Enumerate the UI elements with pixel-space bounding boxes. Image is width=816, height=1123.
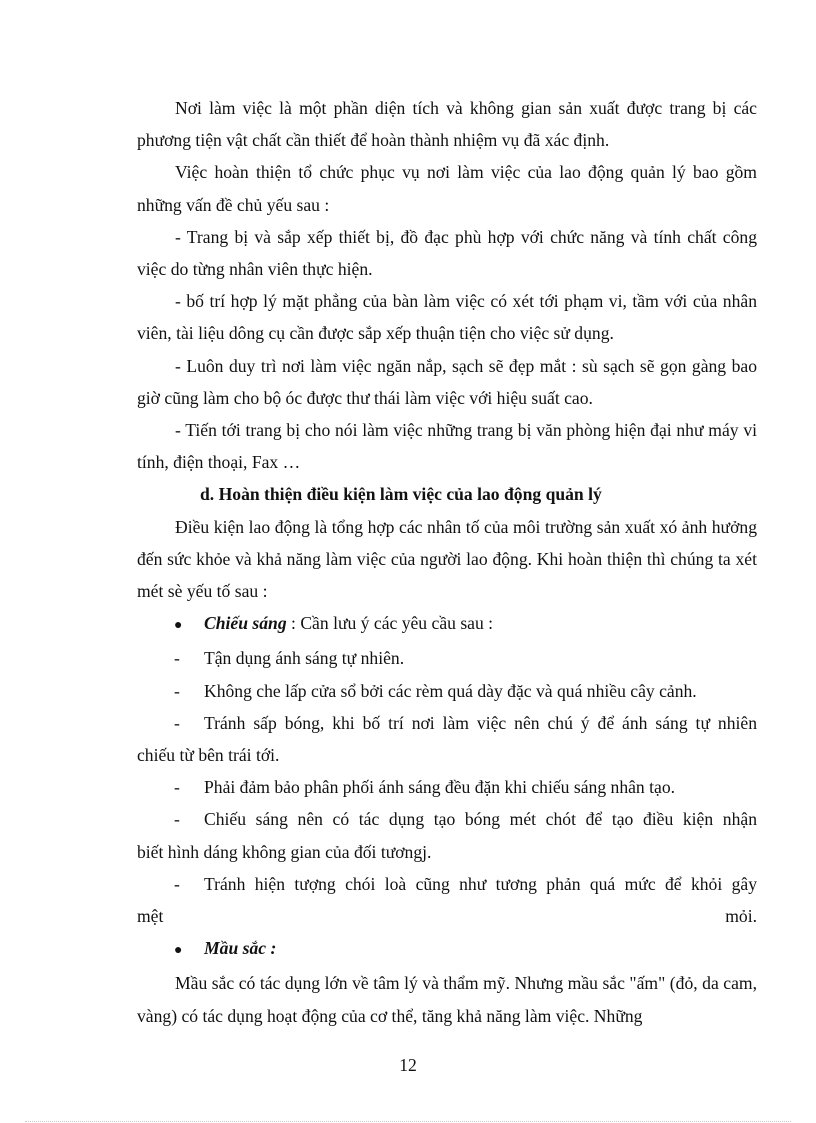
paragraph-desk-layout: - bố trí hợp lý mặt phẳng của bàn làm việc có xét tới phạm vi, tầm với của nhân viên, tài liệu dông cụ cần được sắp xếp thuận tiện cho việc sử dụng. (137, 291, 757, 344)
page-number: 12 (399, 1055, 417, 1075)
lighting-item-shadow-cont: chiếu từ bên trái tới. (137, 745, 280, 766)
glare-cont-word-1: mệt (137, 906, 164, 927)
bullet-dot-icon: ● (174, 943, 183, 959)
bullet-color (137, 932, 757, 967)
dash-mark: - (174, 680, 180, 701)
paragraph-modern-equipment: - Tiến tới trang bị cho nói làm việc những trang bị văn phòng hiện đại như máy vi tính, điện thoại, Fax … (137, 420, 757, 473)
page-body (137, 92, 757, 1032)
paragraph-equipment: - Trang bị và sắp xếp thiết bị, đồ đạc phù hợp với chức năng và tính chất công việc do từng nhân viên thực hiện. (137, 226, 757, 280)
dash-mark: - (174, 873, 180, 894)
lighting-item-text: Phải đảm bảo phân phối ánh sáng đều đặn khi chiếu sáng nhân tạo. (204, 777, 676, 798)
lighting-item-glare-cont (137, 900, 757, 932)
bullet-lighting (137, 607, 757, 642)
lighting-item-artificial (137, 771, 757, 803)
section-heading-d: d. Hoàn thiện điều kiện làm việc của lao động quản lý (200, 484, 602, 505)
dash-mark: - (174, 777, 180, 798)
bullet-term: Chiếu sáng (204, 613, 287, 634)
page-bottom-dotted-rule (25, 1121, 791, 1122)
lighting-item-shadow (137, 707, 757, 739)
paragraph-tidiness: - Luôn duy trì nơi làm việc ngăn nắp, sạch sẽ đẹp mắt : sù sạch sẽ gọn gàng bao giờ cũng làm cho bộ óc được thư thái làm việc với hiệu suất cao. (137, 355, 757, 408)
lighting-item-text: Tận dụng ánh sáng tự nhiên. (204, 648, 405, 669)
paragraph-workplace-improvement: Việc hoàn thiện tổ chức phục vụ nơi làm việc của lao động quản lý bao gồm những vấn đề chủ yếu sau : (137, 162, 757, 215)
lighting-item-text: Tránh hiện tượng chói loà cũng như tương phản quá mức để khỏi gây (204, 873, 757, 894)
paragraph-color: Mầu sắc có tác dụng lớn về tâm lý và thẩm mỹ. Nhưng mầu sắc "ấm" (đỏ, da cam, vàng) có tác dụng hoạt động của cơ thể, tăng khả năng làm việc. Những (137, 973, 757, 1026)
lighting-item-text: Tránh sấp bóng, khi bố trí nơi làm việc nên chú ý để ánh sáng tự nhiên (204, 712, 757, 733)
bullet-rest: : Cần lưu ý các yêu cầu sau : (286, 613, 494, 634)
dash-mark: - (174, 809, 180, 830)
dash-mark: - (174, 648, 180, 669)
lighting-item-contrast-shadow-cont: biết hình dáng không gian của đối tươngj. (137, 841, 432, 862)
lighting-item-curtains (137, 675, 757, 707)
bullet-dot-icon: ● (174, 618, 183, 634)
lighting-item-contrast-shadow (137, 803, 757, 835)
paragraph-workplace-definition: Nơi làm việc là một phần diện tích và không gian sản xuất được trang bị các phương tiện vật chất cần thiết để hoàn thành nhiệm vụ đã xác định. (137, 98, 757, 151)
lighting-item-natural (137, 642, 757, 674)
lighting-item-glare (137, 868, 757, 900)
lighting-item-text: Không che lấp cửa sổ bởi các rèm quá dày đặc và quá nhiều cây cảnh. (204, 680, 697, 701)
paragraph-working-conditions: Điều kiện lao động là tổng hợp các nhân tố của môi trường sản xuất xó ảnh hưởng đến sức khỏe và khả năng làm việc của người lao động. Khi hoàn thiện thì chúng ta xét mét sè yếu tố sau : (137, 516, 757, 602)
glare-cont-word-2: mỏi. (725, 906, 757, 927)
bullet-term: Mầu sắc : (204, 938, 277, 959)
lighting-item-text: Chiếu sáng nên có tác dụng tạo bóng mét chót để tạo điều kiện nhận (204, 809, 757, 830)
dash-mark: - (174, 712, 180, 733)
